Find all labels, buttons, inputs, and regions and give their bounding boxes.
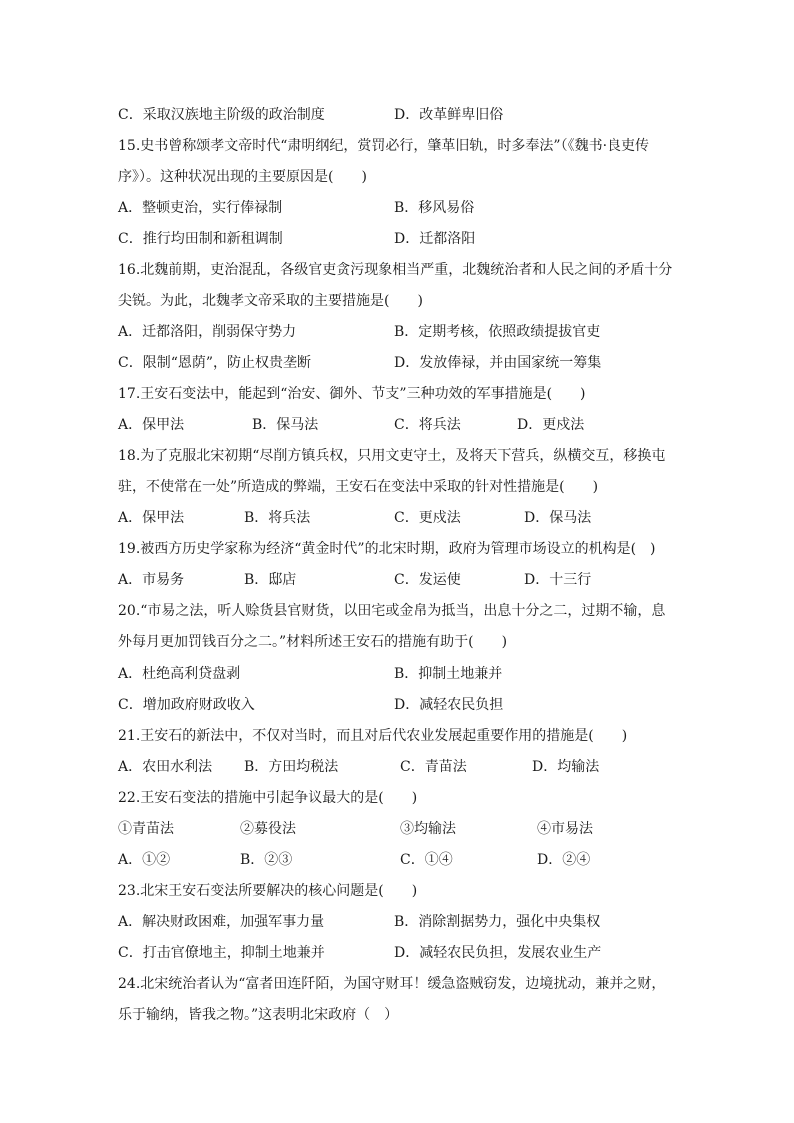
q17-option-d: D．更戍法 — [517, 417, 585, 433]
q23-option-c: C．打击官僚地主，抑制土地兼并 — [118, 945, 325, 961]
q16-stem-line1: 16.北魏前期，吏治混乱，各级官吏贪污现象相当严重，北魏统治者和人民之间的矛盾十分 — [118, 262, 673, 278]
q17-option-c: C．将兵法 — [394, 417, 461, 433]
q15-option-c: C．推行均田制和新租调制 — [118, 231, 283, 247]
q17-option-a: A．保甲法 — [118, 417, 185, 433]
q23-stem: 23.北宋王安石变法所要解决的核心问题是( ) — [118, 883, 418, 899]
q21-option-c: C．青苗法 — [400, 759, 467, 775]
q22-item-3: ③均输法 — [400, 821, 456, 837]
q20-stem-line1: 20.“市易之法，听人赊货县官财货，以田宅或金帛为抵当，出息十分之二，过期不输，息 — [118, 603, 666, 619]
q23-option-b: B．消除割据势力，强化中央集权 — [394, 914, 601, 930]
q18-option-d: D．保马法 — [524, 510, 592, 526]
q15-stem-line1: 15.史书曾称颂孝文帝时代“肃明纲纪，赏罚必行，肇革旧轨，时多奉法”（《魏书·良吏传 — [118, 138, 650, 154]
q21-option-b: B．方田均税法 — [244, 759, 339, 775]
q19-option-d: D．十三行 — [524, 572, 592, 588]
q19-stem: 19.被西方历史学家称为经济“黄金时代”的北宋时期，政府为管理市场设立的机构是( ) — [118, 541, 656, 557]
q18-option-a: A．保甲法 — [118, 510, 185, 526]
q14-option-d: D．改革鲜卑旧俗 — [394, 107, 504, 123]
q21-option-d: D．均输法 — [532, 759, 600, 775]
q16-option-d: D．发放俸禄，并由国家统一筹集 — [394, 355, 602, 371]
q15-stem-line2: 序》）。这种状况出现的主要原因是( ) — [118, 169, 367, 185]
q22-item-2: ②募役法 — [240, 821, 296, 837]
q23-option-d: D．减轻农民负担，发展农业生产 — [394, 945, 602, 961]
q15-option-a: A．整顿吏治，实行俸禄制 — [118, 200, 283, 216]
q18-option-c: C．更戍法 — [394, 510, 461, 526]
q15-option-d: D．迁都洛阳 — [394, 231, 476, 247]
q18-stem-line2: 驻，不使常在一处”所造成的弊端，王安石在变法中采取的针对性措施是( ) — [118, 479, 599, 495]
q17-stem: 17.王安石变法中，能起到“治安、御外、节支”三种功效的军事措施是( ) — [118, 386, 586, 402]
q19-option-a: A．市易务 — [118, 572, 185, 588]
q17-option-b: B．保马法 — [252, 417, 319, 433]
q20-option-b: B．抑制土地兼并 — [394, 666, 503, 682]
q22-stem: 22.王安石变法的措施中引起争议最大的是( ) — [118, 790, 418, 806]
q20-stem-line2: 外每月更加罚钱百分之二。”材料所述王安石的措施有助于( ) — [118, 634, 508, 650]
q20-option-c: C．增加政府财政收入 — [118, 697, 255, 713]
q18-option-b: B．将兵法 — [244, 510, 311, 526]
q23-option-a: A．解决财政困难，加强军事力量 — [118, 914, 325, 930]
q22-option-a: A．①② — [118, 852, 171, 868]
q18-stem-line1: 18.为了克服北宋初期“尽削方镇兵权，只用文吏守土，及将天下营兵，纵横交互，移换屯 — [118, 448, 666, 464]
q22-option-c: C．①④ — [400, 852, 453, 868]
q16-stem-line2: 尖锐。为此，北魏孝文帝采取的主要措施是( ) — [118, 293, 423, 309]
q24-stem-line2: 乐于输纳，皆我之物。”这表明北宋政府（ ） — [118, 1007, 399, 1023]
q22-option-b: B．②③ — [240, 852, 293, 868]
q16-option-c: C．限制“恩荫”，防止权贵垄断 — [118, 355, 312, 371]
q24-stem-line1: 24.北宋统治者认为“富者田连阡陌，为国守财耳！缓急盗贼窃发，边境扰动，兼并之财， — [118, 976, 666, 992]
q21-stem: 21.王安石的新法中，不仅对当时，而且对后代农业发展起重要作用的措施是( ) — [118, 728, 628, 744]
q20-option-d: D．减轻农民负担 — [394, 697, 504, 713]
q20-option-a: A．杜绝高利贷盘剥 — [118, 666, 241, 682]
q15-option-b: B．移风易俗 — [394, 200, 475, 216]
q16-option-a: A．迁都洛阳，削弱保守势力 — [118, 324, 297, 340]
q21-option-a: A．农田水利法 — [118, 759, 213, 775]
q19-option-c: C．发运使 — [394, 572, 461, 588]
q14-option-c: C．采取汉族地主阶级的政治制度 — [118, 107, 325, 123]
q22-item-1: ①青苗法 — [118, 821, 174, 837]
q19-option-b: B．邸店 — [244, 572, 297, 588]
q22-item-4: ④市易法 — [537, 821, 593, 837]
q22-option-d: D．②④ — [537, 852, 591, 868]
q16-option-b: B．定期考核，依照政绩提拔官吏 — [394, 324, 601, 340]
